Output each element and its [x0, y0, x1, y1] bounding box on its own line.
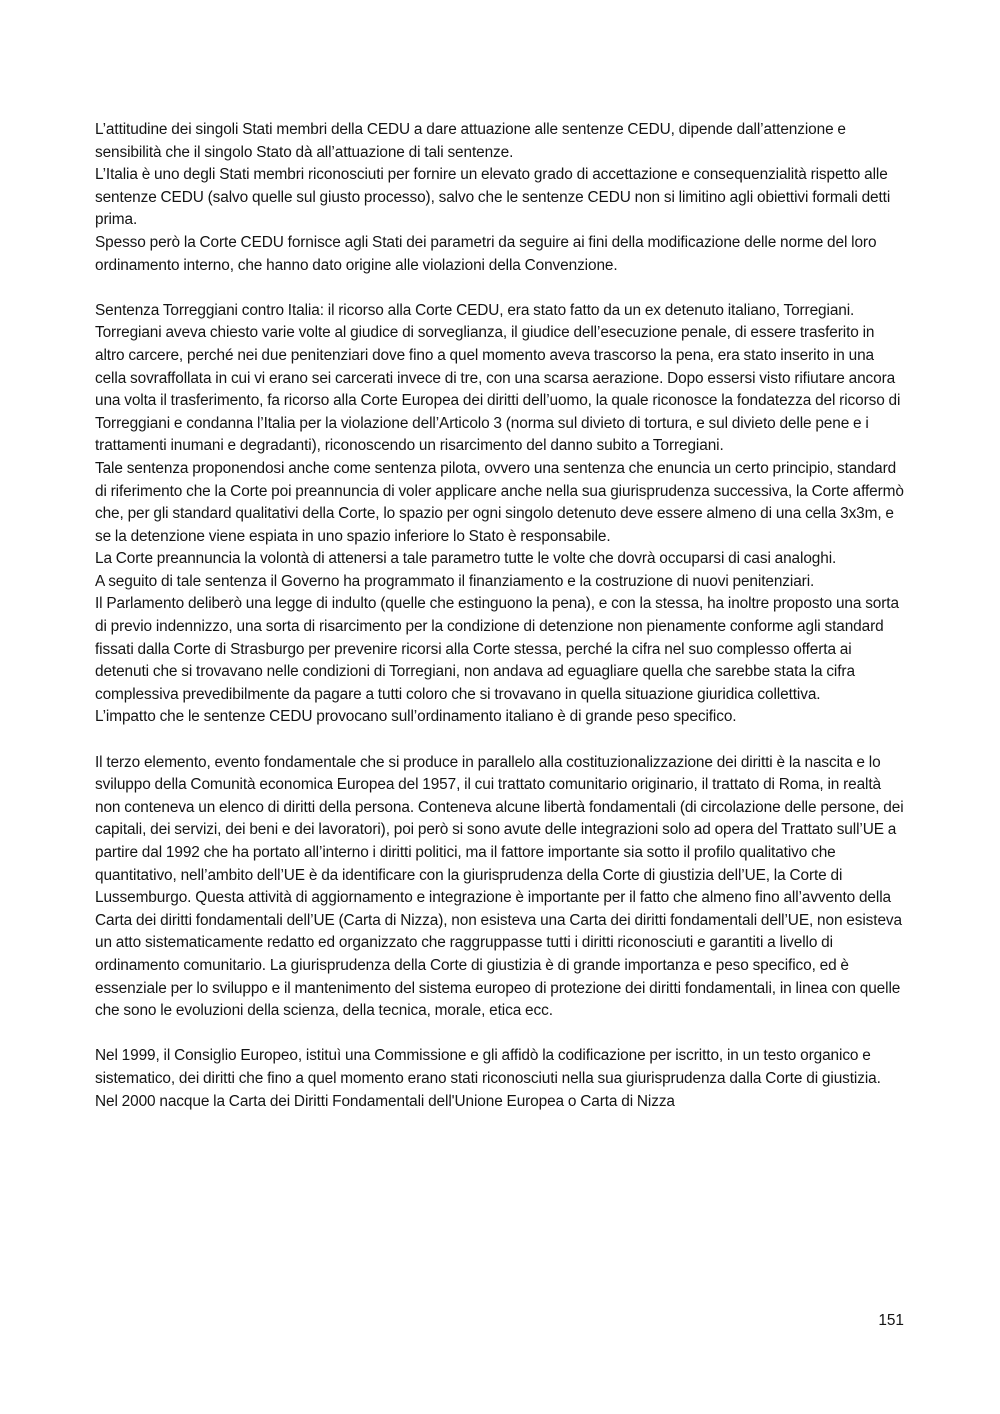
paragraph: Nel 1999, il Consiglio Europeo, istituì una Commissione e gli affidò la codificazione per iscritto, in un testo organico e sistematico, dei diritti che fino a quel momento erano stati riconosciuti nella sua giurisprudenza dalla Corte di giustizia.	[95, 1047, 881, 1087]
paragraph-gap	[95, 1023, 905, 1046]
text-block-cedu-implementation	[95, 119, 905, 277]
paragraph: Sentenza Torreggiani contro Italia: il ricorso alla Corte CEDU, era stato fatto da un ex detenuto italiano, Torregiani. Torregiani aveva chiesto varie volte al giudice di sorveglianza, il giudice dell’esecuzione penale, di essere trasferito in altro carcere, perché nei due penitenziari dove fino a quel momento aveva trascorso la pena, era stato inserito in una cella sovraffollata in cui vi erano sei carcerati invece di tre, con una scarsa aerazione. Dopo essersi visto rifiutare ancora una volta il trasferimento, fa ricorso alla Corte Europea dei diritti dell’uomo, la quale riconosce la fondatezza del ricorso di Torreggiani e condanna l’Italia per la violazione dell’Articolo 3 (norma sul divieto di tortura, e sul divieto delle pene e i trattamenti inumani e degradanti), riconoscendo un risarcimento del danno subito a Torregiani.	[95, 301, 901, 455]
paragraph: La Corte preannuncia la volontà di attenersi a tale parametro tutte le volte che dovrà occuparsi di casi analoghi.	[95, 550, 837, 568]
text-block-european-community	[95, 752, 905, 1023]
text-block-nice-charter	[95, 1045, 905, 1113]
paragraph: L’Italia è uno degli Stati membri riconosciuti per fornire un elevato grado di accettazione e consequenzialità rispetto alle sentenze CEDU (salvo quelle sul giusto processo), salvo che le sentenze CEDU non si limitino agli obiettivi formali detti prima.	[95, 166, 891, 229]
document-body	[95, 119, 905, 1113]
paragraph-gap	[95, 729, 905, 752]
page-number: 151	[878, 1312, 904, 1329]
text-block-torreggiani	[95, 300, 905, 729]
paragraph: Tale sentenza proponendosi anche come sentenza pilota, ovvero una sentenza che enuncia un certo principio, standard di riferimento che la Corte poi preannuncia di voler applicare anche nella sua giurisprudenza successiva, la Corte affermò che, per gli standard qualitativi della Corte, lo spazio per ogni singolo detenuto deve essere almeno di una cella 3x3m, e se la detenzione viene espiata in uno spazio inferiore lo Stato è responsabile.	[95, 459, 904, 545]
paragraph: Il Parlamento deliberò una legge di indulto (quelle che estinguono la pena), e con la stessa, ha inoltre proposto una sorta di previo indennizzo, una sorta di risarcimento per la condizione di detenzione non pienamente conforme agli standard fissati dalla Corte di Strasburgo per prevenire ricorsi alla Corte stessa, perché la cifra nel suo complesso offerta ai detenuti che si trovavano nelle condizioni di Torregiani, non andava ad eguagliare quella che sarebbe stata la cifra complessiva prevedibilmente da pagare a tutti coloro che si trovavano in quella situazione giuridica collettiva.	[95, 595, 899, 703]
paragraph: Il terzo elemento, evento fondamentale che si produce in parallelo alla costituzionalizzazione dei diritti è la nascita e lo sviluppo della Comunità economica Europea del 1957, il cui trattato comunitario originario, il trattato di Roma, in realtà non conteneva un elenco di diritti della persona. Conteneva alcune libertà fondamentali (di circolazione delle persone, dei capitali, dei servizi, dei beni e dei lavoratori), poi però si sono avute delle integrazioni solo ad opera del Trattato sull’UE a partire dal 1992 che ha portato all’interno i diritti politici, ma il fattore importante sia sotto il profilo qualitativo che quantitativo, nell’ambito dell’UE è da identificare con la giurisprudenza della Corte di giustizia dell’UE, la Corte di Lussemburgo. Questa attività di aggiornamento e integrazione è importante per il fatto che almeno fino all’avvento della Carta dei diritti fondamentali dell’UE (Carta di Nizza), non esisteva una Carta dei diritti fondamentali dell’UE, non esisteva un atto sistematicamente redatto ed organizzato che raggruppasse tutti i diritti riconosciuti e garantiti a livello di ordinamento comunitario. La giurisprudenza della Corte di giustizia è di grande importanza e peso specifico, ed è essenziale per lo sviluppo e il mantenimento del sistema europeo di protezione dei diritti fondamentali, in linea con quelle che sono le evoluzioni della scienza, della tecnica, morale, etica ecc.	[95, 753, 904, 1020]
paragraph: A seguito di tale sentenza il Governo ha programmato il finanziamento e la costruzione di nuovi penitenziari.	[95, 572, 815, 590]
paragraph-gap	[95, 277, 905, 300]
paragraph: L’impatto che le sentenze CEDU provocano sull’ordinamento italiano è di grande peso specifico.	[95, 708, 737, 726]
paragraph: Spesso però la Corte CEDU fornisce agli Stati dei parametri da seguire ai fini della modificazione delle norme del loro ordinamento interno, che hanno dato origine alle violazioni della Convenzione.	[95, 233, 877, 274]
paragraph: L’attitudine dei singoli Stati membri della CEDU a dare attuazione alle sentenze CEDU, dipende dall’attenzione e sensibilità che il singolo Stato dà all’attuazione di tali sentenze.	[95, 121, 846, 161]
paragraph: Nel 2000 nacque la Carta dei Diritti Fondamentali dell'Unione Europea o Carta di Nizza	[95, 1092, 675, 1110]
